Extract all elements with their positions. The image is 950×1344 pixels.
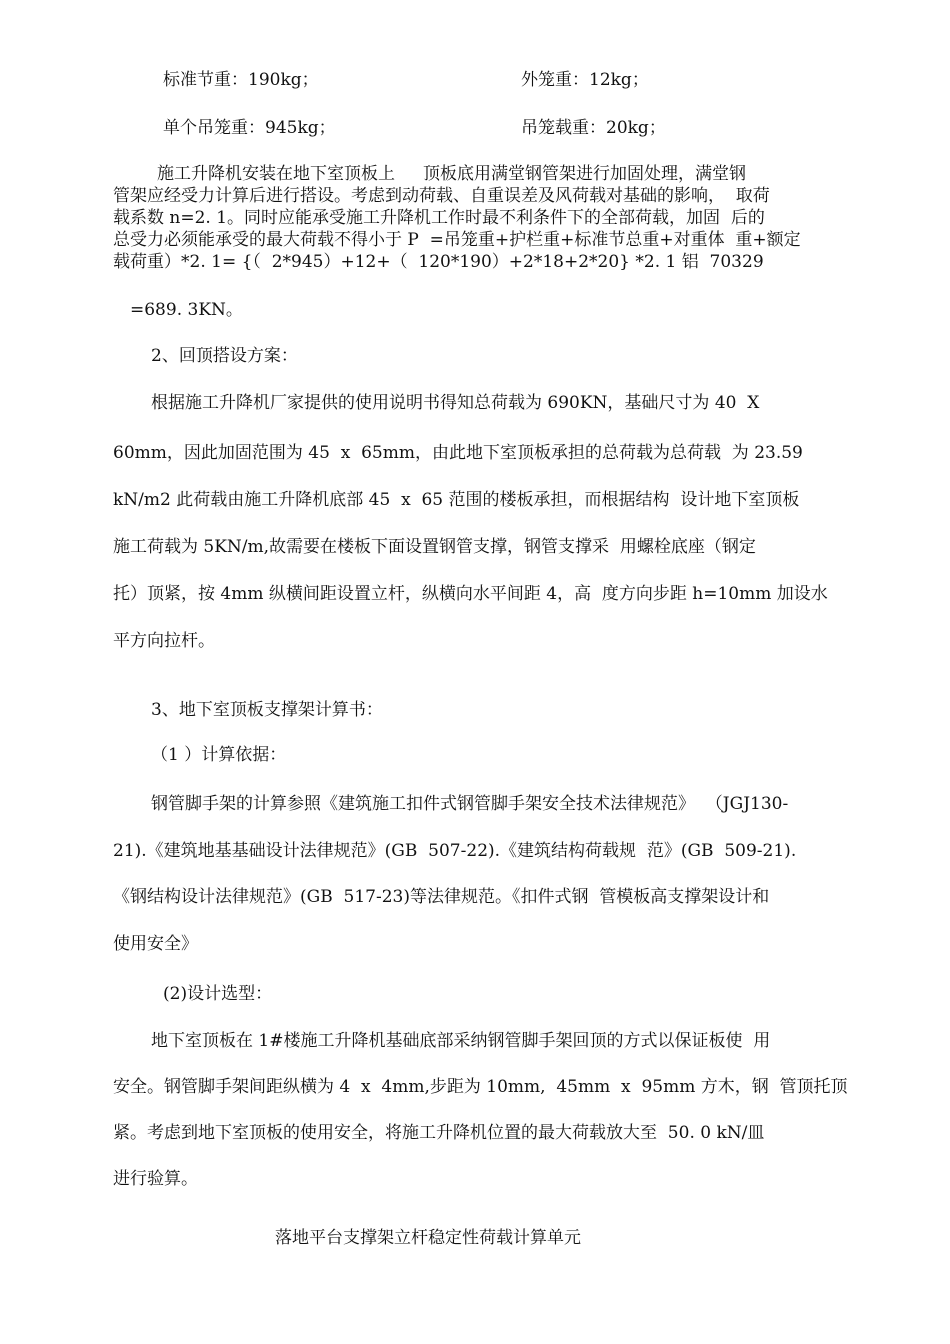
cage-load: 吊笼载重：20kg； xyxy=(521,118,666,138)
para1-line1a: 施工升降机安装在地下室顶板上 xyxy=(157,164,395,184)
design-line1: 地下室顶板在 1#楼施工升降机基础底部采纳钢管脚手架回顶的方式以保证板使 用 xyxy=(151,1031,771,1051)
para1-line5: 载荷重）*2. 1= {（ 2*945）+12+（ 120*190）+2*18+2*20} *2. 1 铝 70329 xyxy=(113,252,764,272)
section2-line3: kN/m2 此荷载由施工升降机底部 45 x 65 范围的楼板承担，而根据结构 设计地下室顶板 xyxy=(113,490,800,510)
para1-line1 xyxy=(157,163,746,185)
section2-line6: 平方向拉杆。 xyxy=(113,631,215,651)
single-cage-weight: 单个吊笼重：945kg； xyxy=(163,118,336,138)
std-section-weight: 标准节重：190kg； xyxy=(163,70,319,90)
section2-line4: 施工荷载为 5KN/m,故需要在楼板下面设置钢管支撑，钢管支撑采 用螺栓底座（钢定 xyxy=(113,537,756,557)
section2-line2: 60mm，因此加固范围为 45 x 65mm，由此地下室顶板承担的总荷载为总荷载 为 23.59 xyxy=(113,443,803,463)
para1-line1b: 顶板底用满堂钢管架进行加固处理，满堂钢 xyxy=(423,164,746,184)
section2-line1: 根据施工升降机厂家提供的使用说明书得知总荷载为 690KN，基础尺寸为 40 X xyxy=(151,393,760,413)
para1-line4: 总受力必须能承受的最大荷载不得小于 P =吊笼重+护栏重+标准节总重+对重体 重+额定 xyxy=(113,230,801,250)
design-line3: 紧。考虑到地下室顶板的使用安全，将施工升降机位置的最大荷载放大至 50. 0 kN/皿 xyxy=(113,1123,765,1143)
section2-heading: 2、回顶搭设方案： xyxy=(151,346,298,366)
caption: 落地平台支撑架立杆稳定性荷载计算单元 xyxy=(275,1228,581,1248)
basis-heading: （1 ）计算依据： xyxy=(151,745,287,765)
design-heading: (2)设计选型： xyxy=(163,984,273,1004)
para1-line3: 载系数 n=2. 1。同时应能承受施工升降机工作时最不利条件下的全部荷载，加固 后的 xyxy=(113,208,765,228)
design-line4: 进行验算。 xyxy=(113,1169,198,1189)
para1-line2: 管架应经受力计算后进行搭设。考虑到动荷载、自重误差及风荷载对基础的影响， 取荷 xyxy=(113,186,770,206)
basis-line2: 21).《建筑地基基础设计法律规范》(GB 507-22).《建筑结构荷载规 范》(GB 509-21). xyxy=(113,841,797,861)
basis-line1: 钢管脚手架的计算参照《建筑施工扣件式钢管脚手架安全技术法律规范》 （JGJ130- xyxy=(151,794,789,814)
section3-heading: 3、地下室顶板支撑架计算书： xyxy=(151,700,383,720)
basis-line4: 使用安全》 xyxy=(113,934,198,954)
basis-line3: 《钢结构设计法律规范》(GB 517-23)等法律规范。《扣件式钢 管模板高支撑架设计和 xyxy=(113,887,770,907)
outer-cage-weight: 外笼重：12kg； xyxy=(521,70,649,90)
design-line2: 安全。钢管脚手架间距纵横为 4 x 4mm,步距为 10mm, 45mm x 95mm 方木，钢 管顶托顶 xyxy=(113,1077,848,1097)
section2-line5: 托）顶紧，按 4mm 纵横间距设置立杆，纵横向水平间距 4，高 度方向步距 h=10mm 加设水 xyxy=(113,584,828,604)
para1-line6: =689. 3KN。 xyxy=(130,300,243,320)
